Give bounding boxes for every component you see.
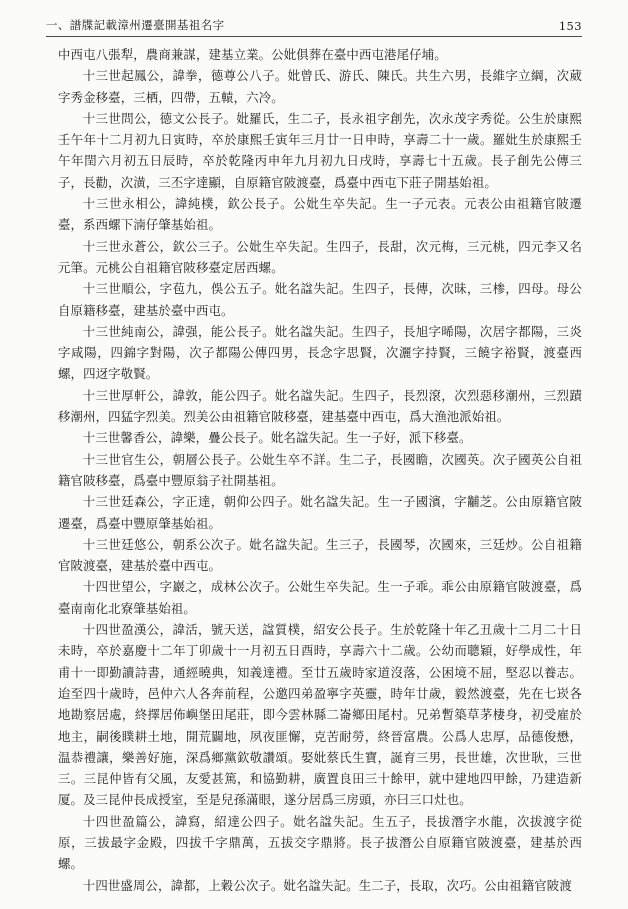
paragraph: 十三世起鳳公，諱拳，德尊公八子。妣曾氏、游氏、陳氏。共生六男，長維字立綱，次葳字秀金移臺，三栖，四帶，五轅，六冷。 — [58, 68, 582, 105]
paragraph: 十三世順公，字苞九，俁公五子。妣名諡失記。生四子，長傳，次昧，三椮，四母。母公自原籍移臺，建基於臺中西屯。 — [58, 281, 582, 318]
text-body — [58, 44, 582, 893]
paragraph: 十四世盛周公，諱都，上穀公次子。妣名諡失記。生二子，長取，次巧。公由祖籍官陂渡 — [82, 877, 572, 893]
paragraph: 十四世盈漢公，諱活，號天送，諡質樸，紹安公長子。生於乾隆十年乙丑歲十二月二十日未時，卒於嘉慶十二年丁卯歲十一月初五日酉時，享壽六十二歲。公幼而聰穎，好學成性，年甫十一即勤讀詩書，通經曉典，知義達禮。至廿五歲時家道沒落，公困境不屈，堅忍以養志。迨至四十歲時，邑仲六人各奔前程，公邀四弟盈寧字英靈，時年廿歲，毅然渡臺，先在七崁各地勘察居處，終擇居佈嶼堡田尾莊，即今雲林縣二崙鄉田尾村。兄弟暫築草茅棲身，初受雇於地主，嗣後瞨耕土地，開荒闢地，夙夜匪懈，克苦耐勞，終晉富農。公爲人忠厚，品德俊懋，温恭禮讓，樂善好施，深爲鄉黨欽敬讚頌。娶妣蔡氏生寶，誕育三男，長世雄，次世耿，三世三。三昆仲皆有父風，友愛甚篤，和協勤耕，廣置良田三十餘甲，就中建地四甲餘，乃建造新厦。及三昆仲長成授室，至是兒孫滿眼，遂分居爲三房頭，亦曰三口灶也。 — [58, 622, 582, 808]
paragraph: 中西屯八張犁，農商兼謀，建基立業。公妣俱葬在臺中西屯港尾仔埔。 — [58, 47, 447, 62]
page-number: 153 — [558, 19, 582, 33]
paragraph: 十四世盈篇公，諱寫，紹達公四子。妣名諡失記。生五子，長拔潛字水龍，次拔渡字從原，三拔最字金殿，四拔千字鼎萬，五拔交字鼎將。長子拔潛公自原籍官陂渡臺，建基於西螺。 — [58, 813, 582, 872]
paragraph: 十三世問公，德文公長子。妣羅氏，生二子，長永祖字創先，次永茂字秀從。公生於康熙壬午年十二月初九日寅時，卒於康熙壬寅年三月廿一日申時，享壽二十一歲。羅妣生於康熙壬午年閏六月初五日辰時，卒於乾隆丙申年九月初九日戌時，享壽七十五歲。長子創先公傳三子，長勸，次潢，三丕字達顯，自原籍官陂渡臺，爲臺中西屯下莊子開基始祖。 — [58, 110, 582, 190]
paragraph: 十三世純南公，諱强，能公長子。妣名諡失記。生四子，長旭字晞陽，次居字都陽，三炎字咸陽，四錦字對陽，次子都陽公傳四男，長念字思賢，次灑字持賢，三饒字裕賢，渡臺西螺，四迓字敬賢。 — [58, 323, 582, 382]
section-title: 一、譜牒記載漳州遷臺開基祖名字 — [46, 18, 225, 32]
paragraph: 十三世官生公，朝層公長子。公妣生卒不詳。生二子，長國瞻，次國英。次子國英公自祖籍官陂移臺，爲臺中豐原翁子社開基祖。 — [58, 451, 582, 488]
paragraph: 十三世廷森公，字正達，朝仰公四子。妣名諡失記。生一子國濱，字黼芝。公由原籍官陂遷臺，爲臺中豐原肇基始祖。 — [58, 494, 582, 531]
paragraph: 十三世廷悠公，朝系公次子。妣名諡失記。生三子，長國琴，次國來，三廷炒。公自祖籍官陂渡臺，建基於臺中西屯。 — [58, 536, 582, 574]
paragraph: 十三世永蒼公，欽公三子。公妣生卒失記。生四子，長甜，次元梅，三元桃，四元李又名元筆。元桃公自祖籍官陂移臺定居西螺。 — [58, 238, 582, 275]
paragraph: 十四世望公，字巖之，成林公次子。公妣生卒失記。生一子乖。乖公由原籍官陂渡臺，爲臺南南化北寮肇基始祖。 — [58, 579, 582, 616]
page-header — [46, 12, 582, 37]
paragraph: 十三世馨香公，諱樂，疊公長子。妣名諡失記。生一子好，派下移臺。 — [82, 430, 472, 446]
paragraph: 十三世厚軒公，諱敦，能公四子。妣名諡失記。生四子，長烈滾，次烈惡移潮州，三烈蹟移潮州，四猛字烈美。烈美公由祖籍官陂移臺，建基臺中西屯，爲大渔池派始祖。 — [58, 387, 582, 425]
paragraph: 十三世永相公，諱純樸，欽公長子。公妣生卒失記。生一子元表。元表公由祖籍官陂遷臺，系西螺下湳仔肇基始祖。 — [58, 196, 582, 233]
